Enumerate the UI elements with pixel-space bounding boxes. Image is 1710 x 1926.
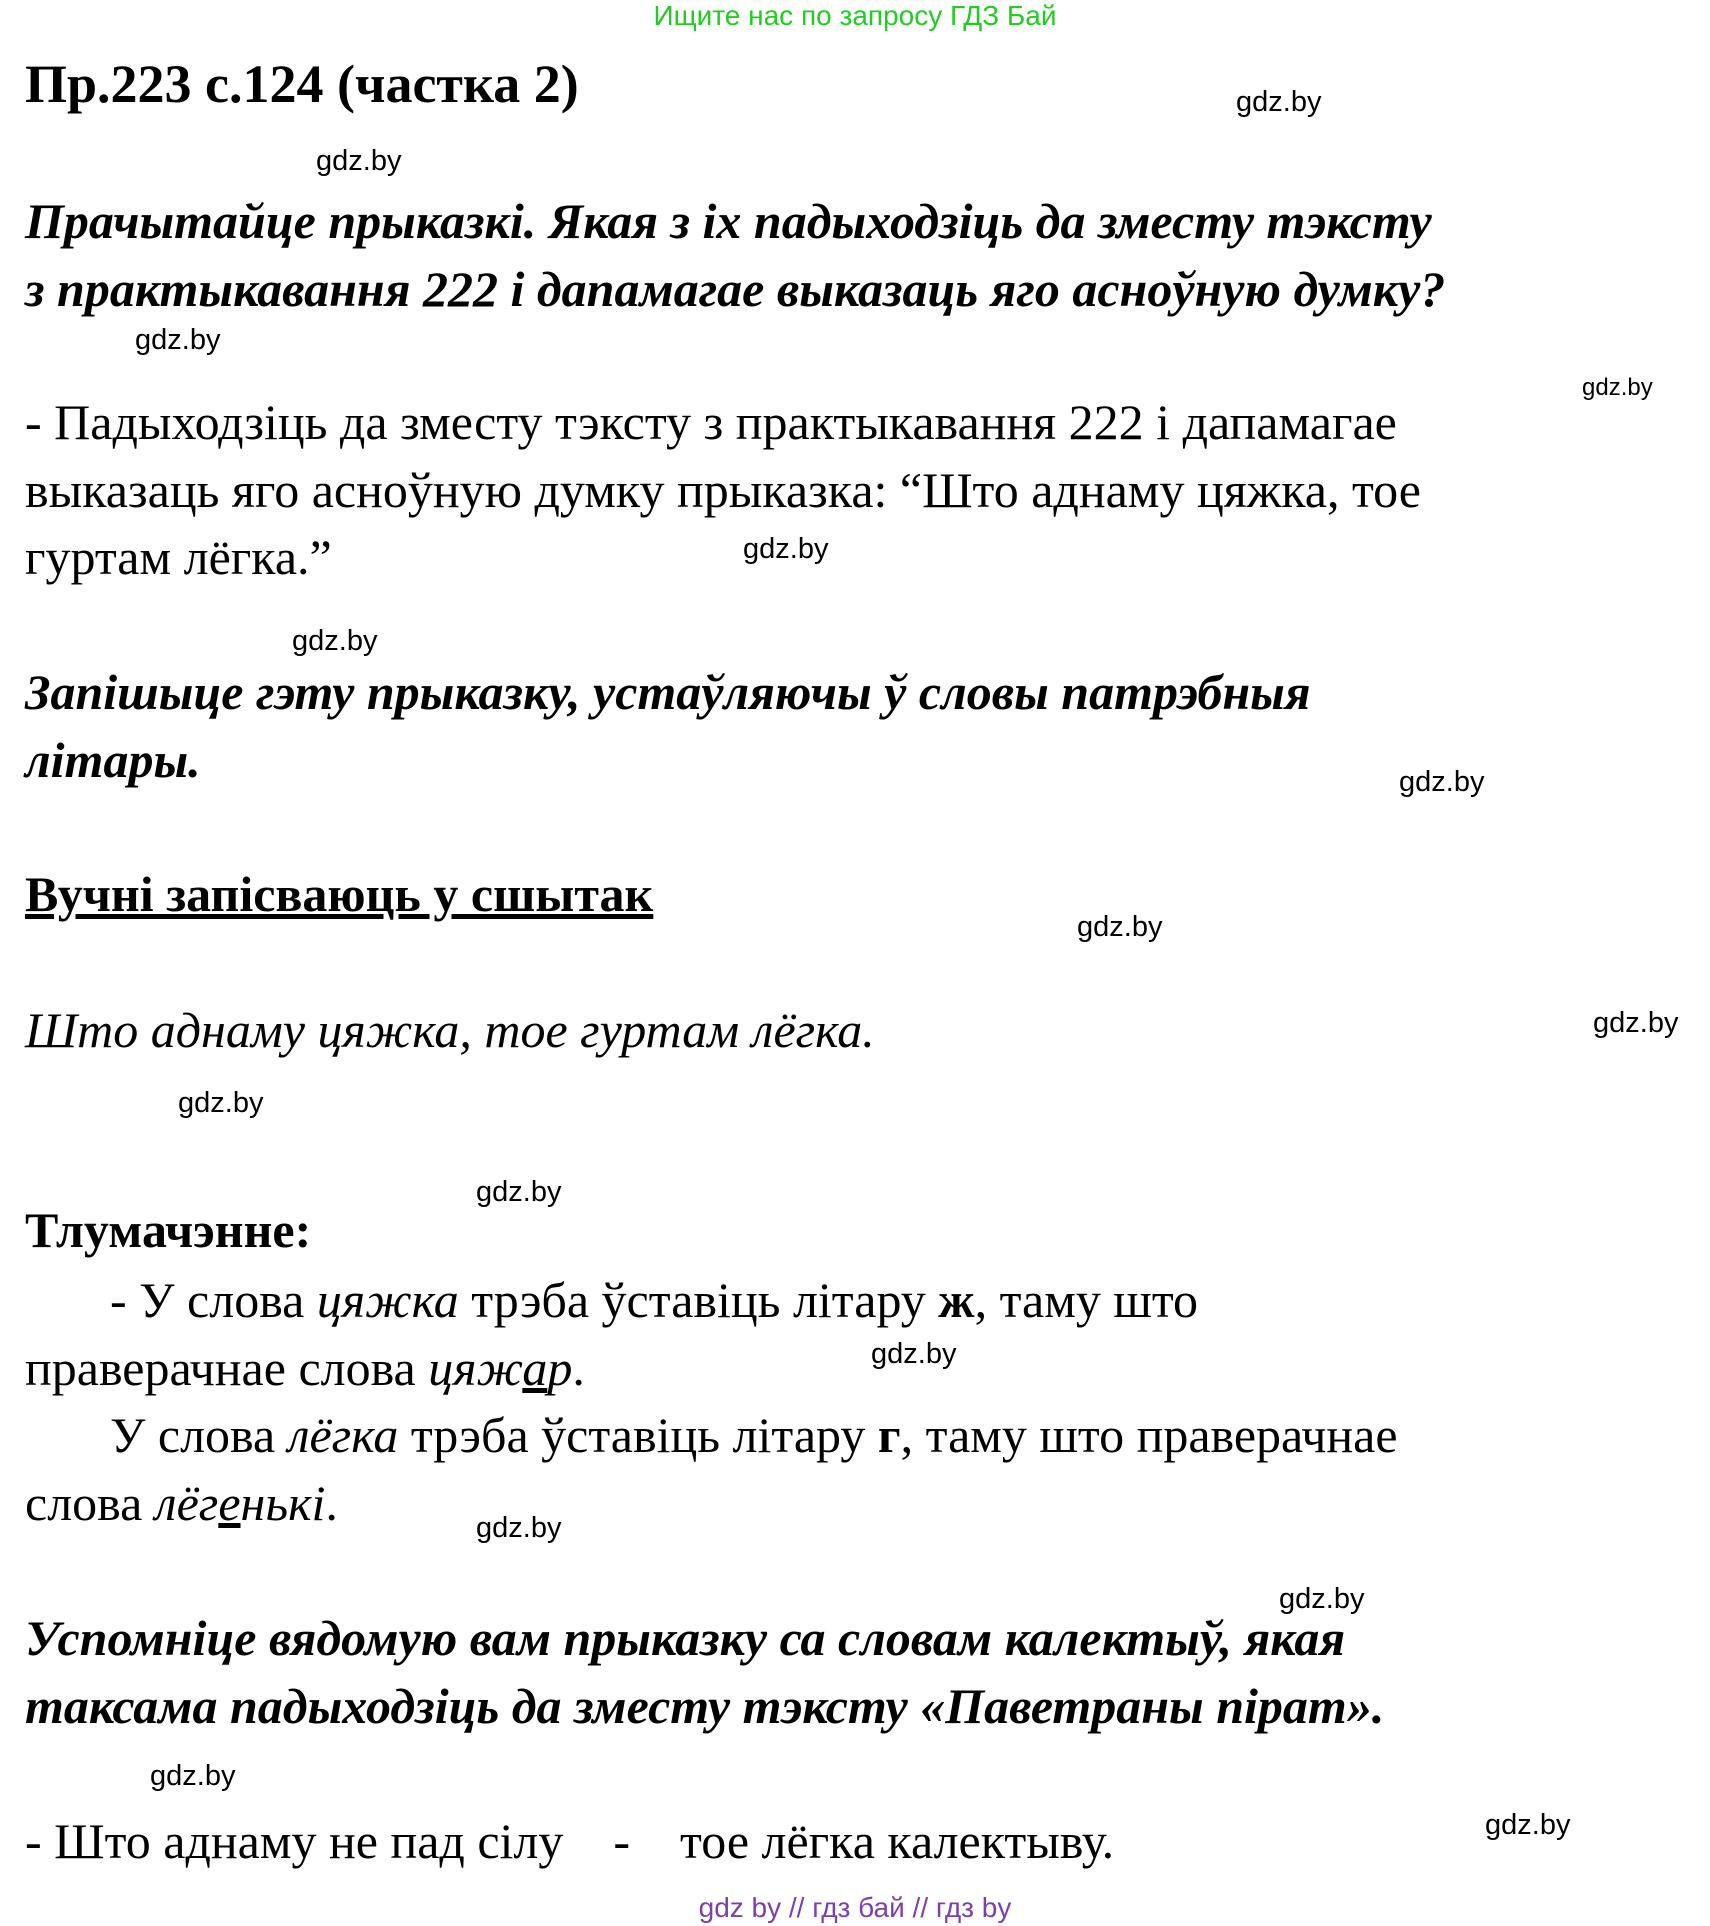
word-italic: лёгка <box>287 1407 399 1463</box>
watermark: gdz.by <box>1582 374 1653 401</box>
watermark: gdz.by <box>316 145 402 177</box>
page-title: Пр.223 с.124 (частка 2) <box>25 54 579 114</box>
letter-bold: г <box>877 1407 901 1463</box>
watermark: gdz.by <box>1279 1583 1365 1615</box>
task2-line1: Запішыце гэту прыказку, устаўляючы ў словы патрэбныя <box>25 664 1311 720</box>
watermark: gdz.by <box>1593 1007 1679 1039</box>
word-italic: нькі <box>240 1475 326 1531</box>
answer1-line3: гуртам лёгка.” <box>25 529 332 585</box>
answer3: - Што аднаму не пад сілу - тое лёгка калектыву. <box>25 1813 1115 1869</box>
watermark: gdz.by <box>178 1087 264 1119</box>
top-banner: Ищите нас по запросу ГДЗ Бай <box>653 0 1057 31</box>
answer1-line1: - Падыходзіць да зместу тэксту з практыкавання 222 і дапамагае <box>25 394 1397 450</box>
watermark: gdz.by <box>292 625 378 657</box>
explanation-line4 <box>25 1471 338 1535</box>
watermark: gdz.by <box>1399 766 1485 798</box>
text: , таму што праверачнае <box>900 1407 1398 1463</box>
letter-bold: ж <box>938 1272 975 1328</box>
underlined-letter: е <box>218 1475 241 1531</box>
watermark: gdz.by <box>150 1760 236 1792</box>
watermark: gdz.by <box>743 533 829 565</box>
watermark: gdz.by <box>135 324 221 356</box>
proverb: Што аднаму цяжка, тое гуртам лёгка. <box>25 1002 875 1058</box>
task1-line1: Прачытайце прыказкі. Якая з іх падыходзіць да зместу тэксту <box>25 193 1432 249</box>
answer1-line2: выказаць яго асноўную думку прыказка: “Што аднаму цяжка, тое <box>25 462 1421 518</box>
watermark: gdz.by <box>1236 86 1322 118</box>
footer-links: gdz by // гдз бай // гдз by <box>698 1892 1012 1923</box>
explanation-line1 <box>110 1268 1198 1332</box>
explanation-line2 <box>25 1336 585 1400</box>
watermark: gdz.by <box>1485 1809 1571 1841</box>
text: трэба ўставіць літару <box>458 1272 939 1328</box>
underlined-letter: а <box>522 1340 548 1396</box>
watermark: gdz.by <box>476 1176 562 1208</box>
explanation-heading: Тлумачэнне: <box>25 1202 312 1258</box>
watermark: gdz.by <box>476 1512 562 1544</box>
watermark: gdz.by <box>1077 911 1163 943</box>
word-italic: цяж <box>428 1340 523 1396</box>
text: трэба ўставіць літару <box>398 1407 878 1463</box>
text: , таму што <box>974 1272 1199 1328</box>
task3-line2: таксама падыходзіць да зместу тэксту «Паветраны пірат». <box>25 1678 1385 1734</box>
task2-line2: літары. <box>25 732 201 788</box>
text: праверачнае слова <box>25 1340 429 1396</box>
word-italic: р <box>547 1340 573 1396</box>
text: У слова <box>110 1407 288 1463</box>
explanation-line3 <box>110 1403 1398 1467</box>
notebook-heading: Вучні запісваюць у сшытак <box>25 866 654 922</box>
watermark: gdz.by <box>871 1338 957 1370</box>
text: - У слова <box>110 1272 317 1328</box>
word-italic: цяжка <box>316 1272 459 1328</box>
text: . <box>572 1340 585 1396</box>
task3-line1: Успомніце вядомую вам прыказку са словам калектыў, якая <box>25 1610 1346 1666</box>
word-italic: лёг <box>154 1475 219 1531</box>
text: . <box>325 1475 338 1531</box>
text: слова <box>25 1475 155 1531</box>
task1-line2: з практыкавання 222 і дапамагае выказаць яго асноўную думку? <box>25 261 1446 317</box>
